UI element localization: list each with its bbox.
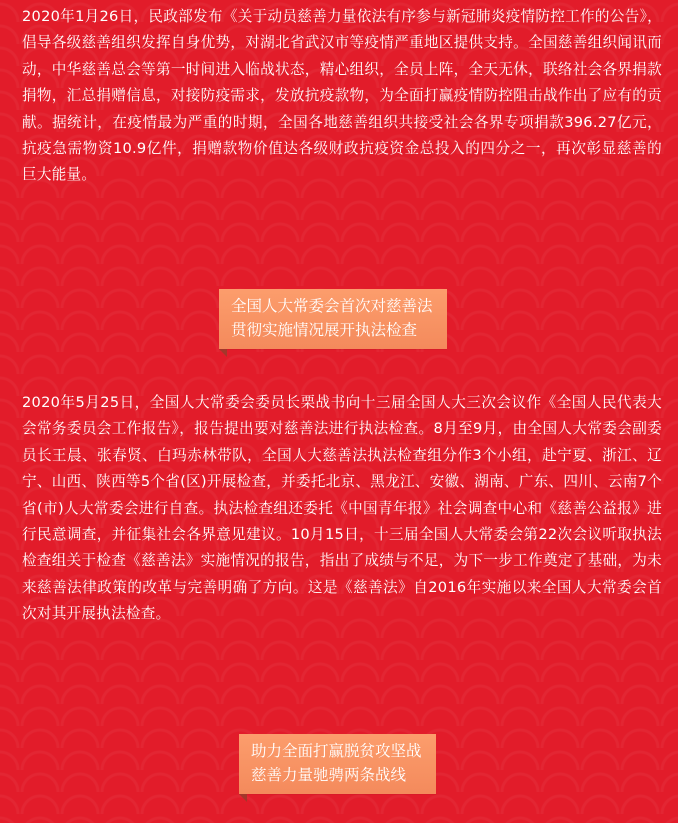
section-heading-line: 助力全面打赢脱贫攻坚战 [251, 742, 422, 760]
ribbon-fold-decoration [219, 349, 227, 357]
section-heading-line: 慈善力量驰骋两条战线 [251, 766, 407, 784]
section-heading-law-inspection [219, 289, 447, 349]
article-paragraph-law-inspection: 2020年5月25日，全国人大常委会委员长栗战书向十三届全国人大三次会议作《全国人民代表大会常务委员会工作报告》，报告提出要对慈善法进行执法检查。8月至9月，由全国人大常委会副委员长王晨、张春贤、白玛赤林带队，全国人大慈善法执法检查组分作3个小组，赴宁夏、浙江、辽宁、山西、陕西等5个省(区)开展检查，并委托北京、黑龙江、安徽、湖南、广东、四川、云南7个省(市)人大常委会进行自查。执法检查组还委托《中国青年报》社会调查中心和《慈善公益报》进行民意调查，并征集社会各界意见建议。10月15日，十三届全国人大常委会第22次会议听取执法检查组关于检查《慈善法》实施情况的报告，指出了成绩与不足，为下一步工作奠定了基础，为未来慈善法律政策的改革与完善明确了方向。这是《慈善法》自2016年实施以来全国人大常委会首次对其开展执法检查。 [22, 394, 662, 623]
article-paragraph-covid-response: 2020年1月26日，民政部发布《关于动员慈善力量依法有序参与新冠肺炎疫情防控工作的公告》，倡导各级慈善组织发挥自身优势，对湖北省武汉市等疫情严重地区提供支持。全国慈善组织闻讯而动，中华慈善总会等第一时间进入临战状态，精心组织，全员上阵，全天无休，联络社会各界捐款捐物，汇总捐赠信息，对接防疫需求，发放抗疫款物，为全面打赢疫情防控阻击战作出了应有的贡献。据统计，在疫情最为严重的时期，全国各地慈善组织共接受社会各界专项捐款396.27亿元，抗疫急需物资10.9亿件，捐赠款物价值达各级财政抗疫资金总投入的四分之一，再次彰显慈善的巨大能量。 [22, 8, 662, 184]
ribbon-fold-decoration [239, 794, 247, 802]
section-heading-line: 贯彻实施情况展开执法检查 [231, 321, 418, 339]
section-heading-poverty-alleviation [239, 734, 436, 794]
section-heading-line: 全国人大常委会首次对慈善法 [231, 297, 433, 315]
